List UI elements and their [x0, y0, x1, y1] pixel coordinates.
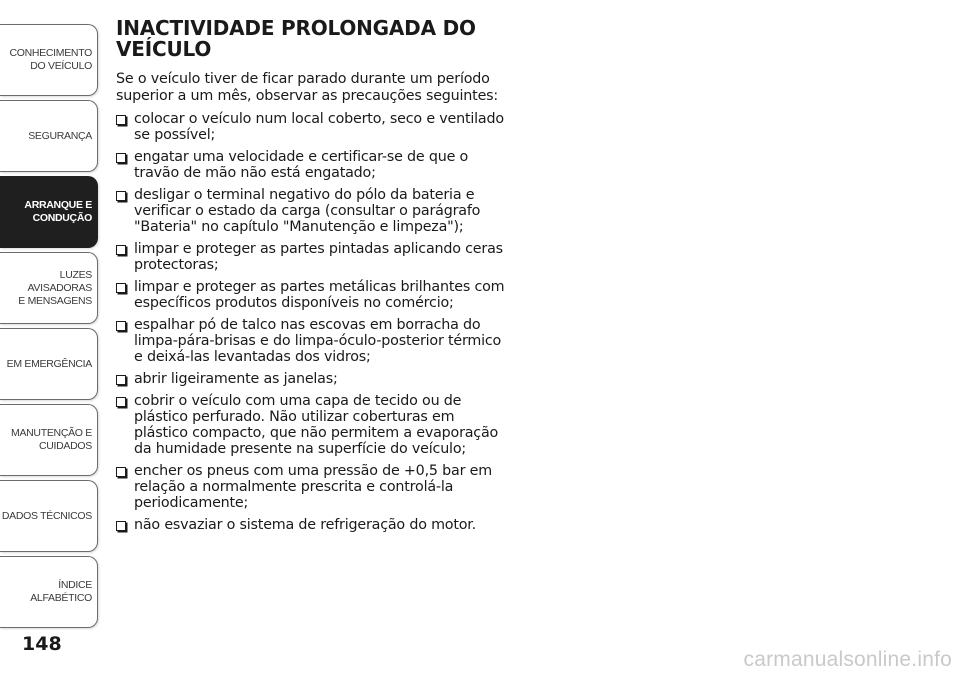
- checkbox-bullet-icon: [116, 283, 126, 293]
- checkbox-bullet-icon: [116, 115, 126, 125]
- list-item: [116, 111, 508, 143]
- list-item: [116, 149, 508, 181]
- tab-em-emergencia[interactable]: EM EMERGÊNCIA: [0, 328, 98, 400]
- page-title: INACTIVIDADE PROLONGADA DO VEÍCULO: [116, 16, 476, 61]
- main-content: [116, 18, 508, 539]
- checkbox-bullet-icon: [116, 321, 126, 331]
- page-number: 148: [22, 633, 62, 655]
- intro-paragraph: Se o veículo tiver de ficar parado durante um período superior a um mês, observar as precauções seguintes:: [116, 71, 499, 104]
- tab-dados-tecnicos[interactable]: DADOS TÉCNICOS: [0, 480, 98, 552]
- tab-luzes-avisadoras[interactable]: LUZES AVISADORAS E MENSAGENS: [0, 252, 98, 324]
- list-item-text: limpar e proteger as partes metálicas brilhantes com específicos produtos disponíveis no comércio;: [134, 279, 505, 311]
- tab-seguranca[interactable]: SEGURANÇA: [0, 100, 98, 172]
- checkbox-bullet-icon: [116, 521, 126, 531]
- checkbox-bullet-icon: [116, 153, 126, 163]
- tab-arranque-e-conducao[interactable]: ARRANQUE E CONDUÇÃO: [0, 176, 98, 248]
- tab-indice-alfabetico[interactable]: ÍNDICE ALFABÉTICO: [0, 556, 98, 628]
- watermark-text: carmanualsonline.info: [743, 648, 952, 671]
- list-item-text: colocar o veículo num local coberto, seco e ventilado se possível;: [134, 111, 504, 143]
- precautions-list: [116, 111, 508, 533]
- list-item: [116, 517, 508, 533]
- list-item-text: espalhar pó de talco nas escovas em borracha do limpa-pára-brisas e do limpa-óculo-posterior térmico e deixá-las levantadas dos vidros;: [134, 317, 502, 365]
- checkbox-bullet-icon: [116, 245, 126, 255]
- list-item: [116, 371, 508, 387]
- list-item-text: abrir ligeiramente as janelas;: [134, 371, 338, 387]
- list-item: [116, 317, 508, 365]
- checkbox-bullet-icon: [116, 375, 126, 385]
- list-item-text: desligar o terminal negativo do pólo da bateria e verificar o estado da carga (consultar o parágrafo "Bateria" no capítulo "Manutenção e limpeza");: [134, 187, 481, 235]
- list-item: [116, 279, 508, 311]
- list-item-text: não esvaziar o sistema de refrigeração do motor.: [134, 517, 477, 533]
- tab-manutencao-e-cuidados[interactable]: MANUTENÇÃO E CUIDADOS: [0, 404, 98, 476]
- list-item-text: engatar uma velocidade e certificar-se de que o travão de mão não está engatado;: [134, 149, 469, 181]
- checkbox-bullet-icon: [116, 467, 126, 477]
- checkbox-bullet-icon: [116, 397, 126, 407]
- list-item-text: cobrir o veículo com uma capa de tecido ou de plástico perfurado. Não utilizar coberturas em plástico compacto, que não permitem a evaporação da humidade presente na superfície do veículo;: [134, 393, 499, 457]
- list-item-text: limpar e proteger as partes pintadas aplicando ceras protectoras;: [134, 241, 503, 273]
- checkbox-bullet-icon: [116, 191, 126, 201]
- list-item: [116, 393, 508, 457]
- tab-conhecimento-do-veiculo[interactable]: CONHECIMENTO DO VEÍCULO: [0, 24, 98, 96]
- list-item: [116, 241, 508, 273]
- list-item-text: encher os pneus com uma pressão de +0,5 bar em relação a normalmente prescrita e controlá-la periodicamente;: [134, 463, 492, 511]
- list-item: [116, 187, 508, 235]
- list-item: [116, 463, 508, 511]
